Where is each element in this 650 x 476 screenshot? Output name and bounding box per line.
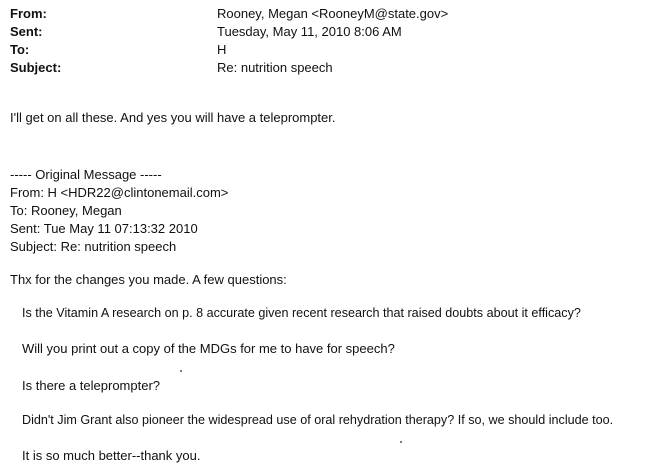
subject-value: Re: nutrition speech xyxy=(217,60,333,75)
header-from-row xyxy=(10,6,640,22)
question-item: Didn't Jim Grant also pioneer the widespread use of oral rehydration therapy? If so, we should include too. xyxy=(22,413,614,427)
question-item: Is there a teleprompter? xyxy=(22,378,161,393)
to-label: To: xyxy=(10,42,30,57)
original-from: From: H <HDR22@clintonemail.com> xyxy=(10,185,229,200)
header-sent-row xyxy=(10,24,640,40)
original-to: To: Rooney, Megan xyxy=(10,203,122,218)
original-subject: Subject: Re: nutrition speech xyxy=(10,239,177,254)
original-sent: Sent: Tue May 11 07:13:32 2010 xyxy=(10,221,198,236)
original-intro: Thx for the changes you made. A few questions: xyxy=(10,272,287,287)
scan-speck xyxy=(400,441,402,443)
to-value: H xyxy=(217,42,227,57)
question-item: Will you print out a copy of the MDGs for me to have for speech? xyxy=(22,341,395,356)
scan-speck xyxy=(180,370,182,372)
question-item: Is the Vitamin A research on p. 8 accurate given recent research that raised doubts about it efficacy? xyxy=(22,306,581,320)
question-item: It is so much better--thank you. xyxy=(22,448,201,463)
original-separator: ----- Original Message ----- xyxy=(10,167,162,182)
from-label: From: xyxy=(10,6,47,21)
sent-value: Tuesday, May 11, 2010 8:06 AM xyxy=(217,24,402,39)
subject-label: Subject: xyxy=(10,60,62,75)
from-value: Rooney, Megan <RooneyM@state.gov> xyxy=(217,6,449,21)
header-to-row xyxy=(10,42,640,58)
header-subject-row xyxy=(10,60,640,76)
sent-label: Sent: xyxy=(10,24,43,39)
reply-body: I'll get on all these. And yes you will have a teleprompter. xyxy=(10,110,336,125)
